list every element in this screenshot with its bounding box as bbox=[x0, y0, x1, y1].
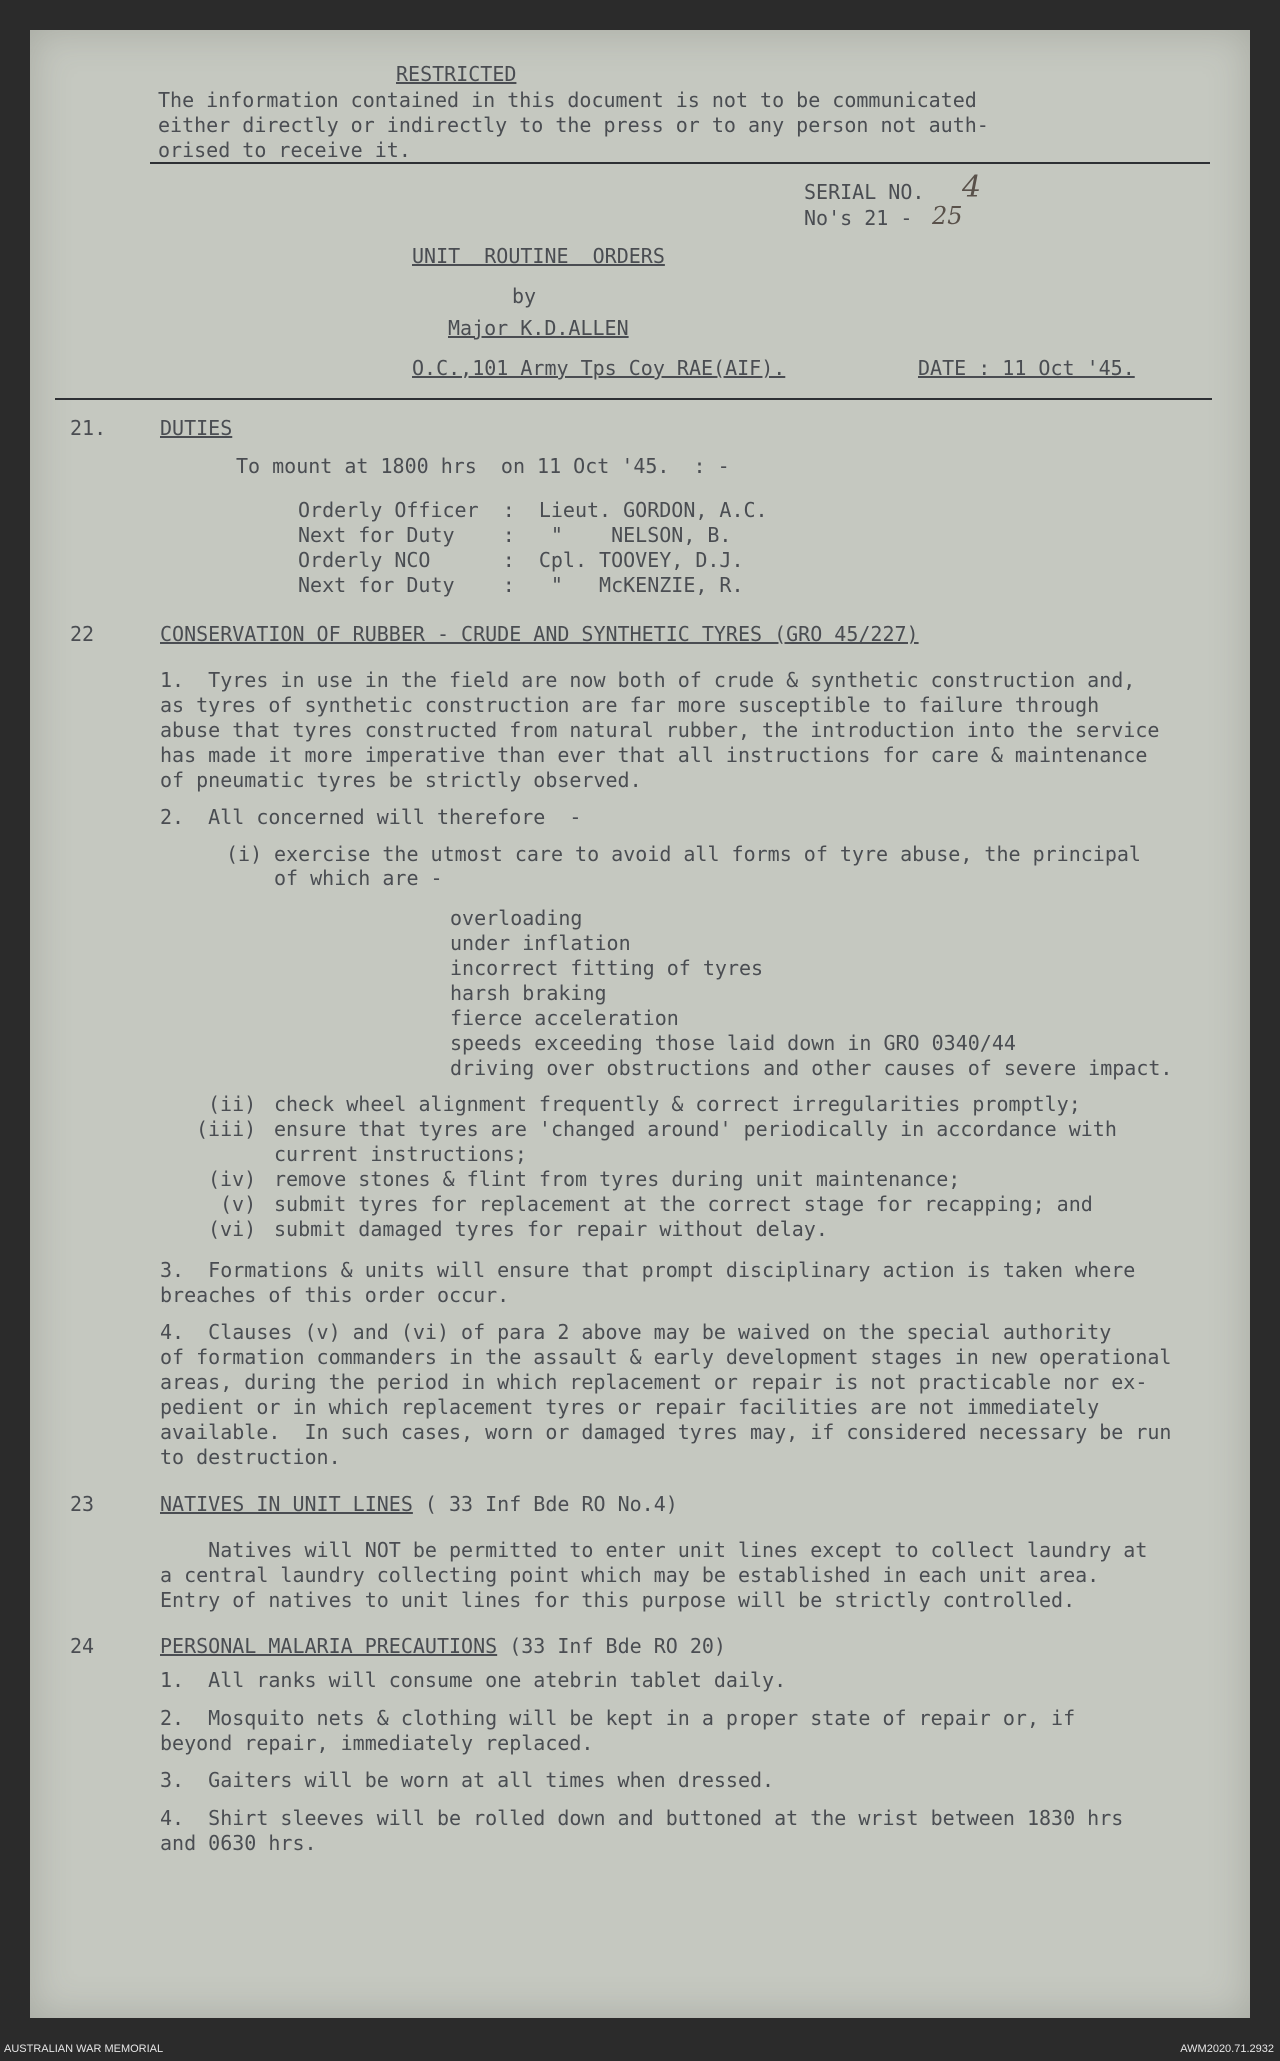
unit-name: O.C.,101 Army Tps Coy RAE(AIF). bbox=[412, 356, 786, 380]
para-22-1-line: abuse that tyres constructed from natural rubber, the introduction into the service bbox=[160, 718, 1160, 742]
notice-line-1: The information contained in this document is not to be communicated bbox=[158, 88, 977, 112]
para-22-4-line: areas, during the period in which replacement or repair is not practicable nor ex- bbox=[160, 1370, 1148, 1394]
item-label: (iv) bbox=[208, 1167, 257, 1191]
title-rule bbox=[55, 398, 1212, 400]
footer-accession-number: AWM2020.71.2932 bbox=[1180, 2043, 1274, 2055]
item-text: current instructions; bbox=[274, 1142, 527, 1166]
item-label: (i) bbox=[226, 842, 263, 866]
notice-line-3: orised to receive it. bbox=[158, 138, 411, 162]
abuse-item: under inflation bbox=[450, 931, 631, 955]
section-24-line: beyond repair, immediately replaced. bbox=[160, 1731, 594, 1755]
section-23-heading bbox=[160, 1492, 678, 1516]
abuse-item: driving over obstructions and other causes of severe impact. bbox=[450, 1056, 1173, 1080]
item-label: (v) bbox=[220, 1192, 257, 1216]
section-21-title: DUTIES bbox=[160, 416, 233, 440]
item-text: remove stones & flint from tyres during unit maintenance; bbox=[274, 1167, 961, 1191]
section-24-line: and 0630 hrs. bbox=[160, 1831, 317, 1855]
section-21-number: 21. bbox=[70, 416, 107, 440]
para-22-4-line: available. In such cases, worn or damaged tyres may, if considered necessary be run bbox=[160, 1420, 1172, 1444]
item-label: (vi) bbox=[208, 1217, 257, 1241]
para-22-4-line: pedient or in which replacement tyres or repair facilities are not immediately bbox=[160, 1395, 1100, 1419]
footer-credit: AUSTRALIAN WAR MEMORIAL bbox=[4, 2043, 164, 2055]
nos-label: No's 21 - bbox=[804, 206, 913, 230]
item-text: submit tyres for replacement at the correct stage for recapping; and bbox=[274, 1192, 1093, 1216]
section-22-number: 22 bbox=[70, 622, 95, 646]
para-22-1-line: has made it more imperative than ever that all instructions for care & maintenance bbox=[160, 743, 1148, 767]
section-24-reference: (33 Inf Bde RO 20) bbox=[497, 1634, 726, 1658]
item-text: exercise the utmost care to avoid all forms of tyre abuse, the principal bbox=[274, 842, 1141, 866]
item-text: check wheel alignment frequently & correct irregularities promptly; bbox=[274, 1092, 1081, 1116]
section-23-line: a central laundry collecting point which may be established in each unit area. bbox=[160, 1563, 1100, 1587]
by-label: by bbox=[512, 284, 537, 308]
section-23-title: NATIVES IN UNIT LINES bbox=[160, 1492, 413, 1516]
para-22-1-line: of pneumatic tyres be strictly observed. bbox=[160, 768, 642, 792]
header-rule bbox=[150, 162, 1210, 164]
abuse-item: incorrect fitting of tyres bbox=[450, 956, 764, 980]
para-22-3-line: breaches of this order occur. bbox=[160, 1283, 510, 1307]
section-24-line: 4. Shirt sleeves will be rolled down and buttoned at the wrist between 1830 hrs bbox=[160, 1806, 1124, 1830]
section-24-title: PERSONAL MALARIA PRECAUTIONS bbox=[160, 1634, 498, 1658]
item-text: submit damaged tyres for repair without delay. bbox=[274, 1217, 828, 1241]
item-label: (iii) bbox=[196, 1117, 257, 1141]
notice-line-2: either directly or indirectly to the press or to any person not auth- bbox=[158, 113, 989, 137]
author: Major K.D.ALLEN bbox=[448, 316, 629, 340]
para-22-4-line: to destruction. bbox=[160, 1445, 341, 1469]
duty-row: Next for Duty : " McKENZIE, R. bbox=[298, 573, 744, 597]
duty-row: Orderly NCO : Cpl. TOOVEY, D.J. bbox=[298, 548, 744, 572]
abuse-item: speeds exceeding those laid down in GRO 0340/44 bbox=[450, 1031, 1016, 1055]
section-23-line: Natives will NOT be permitted to enter unit lines except to collect laundry at bbox=[160, 1538, 1148, 1562]
duty-row: Orderly Officer : Lieut. GORDON, A.C. bbox=[298, 498, 768, 522]
abuse-item: fierce acceleration bbox=[450, 1006, 679, 1030]
item-text: ensure that tyres are 'changed around' periodically in accordance with bbox=[274, 1117, 1117, 1141]
order-date bbox=[918, 356, 1135, 380]
section-24-number: 24 bbox=[70, 1634, 95, 1658]
section-23-line: Entry of natives to unit lines for this purpose will be strictly controlled. bbox=[160, 1588, 1076, 1612]
serial-handwritten: 4 bbox=[962, 170, 982, 205]
section-24-heading bbox=[160, 1634, 726, 1658]
section-24-line: 3. Gaiters will be worn at all times when dressed. bbox=[160, 1768, 775, 1792]
abuse-item: overloading bbox=[450, 906, 583, 930]
section-23-number: 23 bbox=[70, 1492, 95, 1516]
para-22-1-line: 1. Tyres in use in the field are now both of crude & synthetic construction and, bbox=[160, 668, 1136, 692]
item-label: (ii) bbox=[208, 1092, 257, 1116]
section-24-line: 1. All ranks will consume one atebrin tablet daily. bbox=[160, 1668, 787, 1692]
para-22-4-line: 4. Clauses (v) and (vi) of para 2 above may be waived on the special authority bbox=[160, 1320, 1112, 1344]
serial-label: SERIAL NO. bbox=[804, 180, 925, 204]
item-text: of which are - bbox=[274, 866, 443, 890]
para-22-3-line: 3. Formations & units will ensure that prompt disciplinary action is taken where bbox=[160, 1258, 1136, 1282]
para-22-4-line: of formation commanders in the assault & early development stages in new operational bbox=[160, 1345, 1172, 1369]
para-22-2: 2. All concerned will therefore - bbox=[160, 805, 582, 829]
restricted-heading: RESTRICTED bbox=[396, 62, 517, 86]
para-22-1-line: as tyres of synthetic construction are far more susceptible to failure through bbox=[160, 693, 1100, 717]
document-title: UNIT ROUTINE ORDERS bbox=[412, 244, 665, 268]
nos-handwritten: 25 bbox=[932, 202, 963, 230]
duty-row: Next for Duty : " NELSON, B. bbox=[298, 523, 732, 547]
abuse-item: harsh braking bbox=[450, 981, 607, 1005]
section-22-title: CONSERVATION OF RUBBER - CRUDE AND SYNTHETIC TYRES (GRO 45/227) bbox=[160, 622, 919, 646]
section-23-reference: ( 33 Inf Bde RO No.4) bbox=[412, 1492, 678, 1516]
section-21-intro: To mount at 1800 hrs on 11 Oct '45. : - bbox=[236, 454, 730, 478]
section-24-line: 2. Mosquito nets & clothing will be kept in a proper state of repair or, if bbox=[160, 1706, 1076, 1730]
date-text: DATE : 11 Oct '45. bbox=[918, 356, 1135, 380]
